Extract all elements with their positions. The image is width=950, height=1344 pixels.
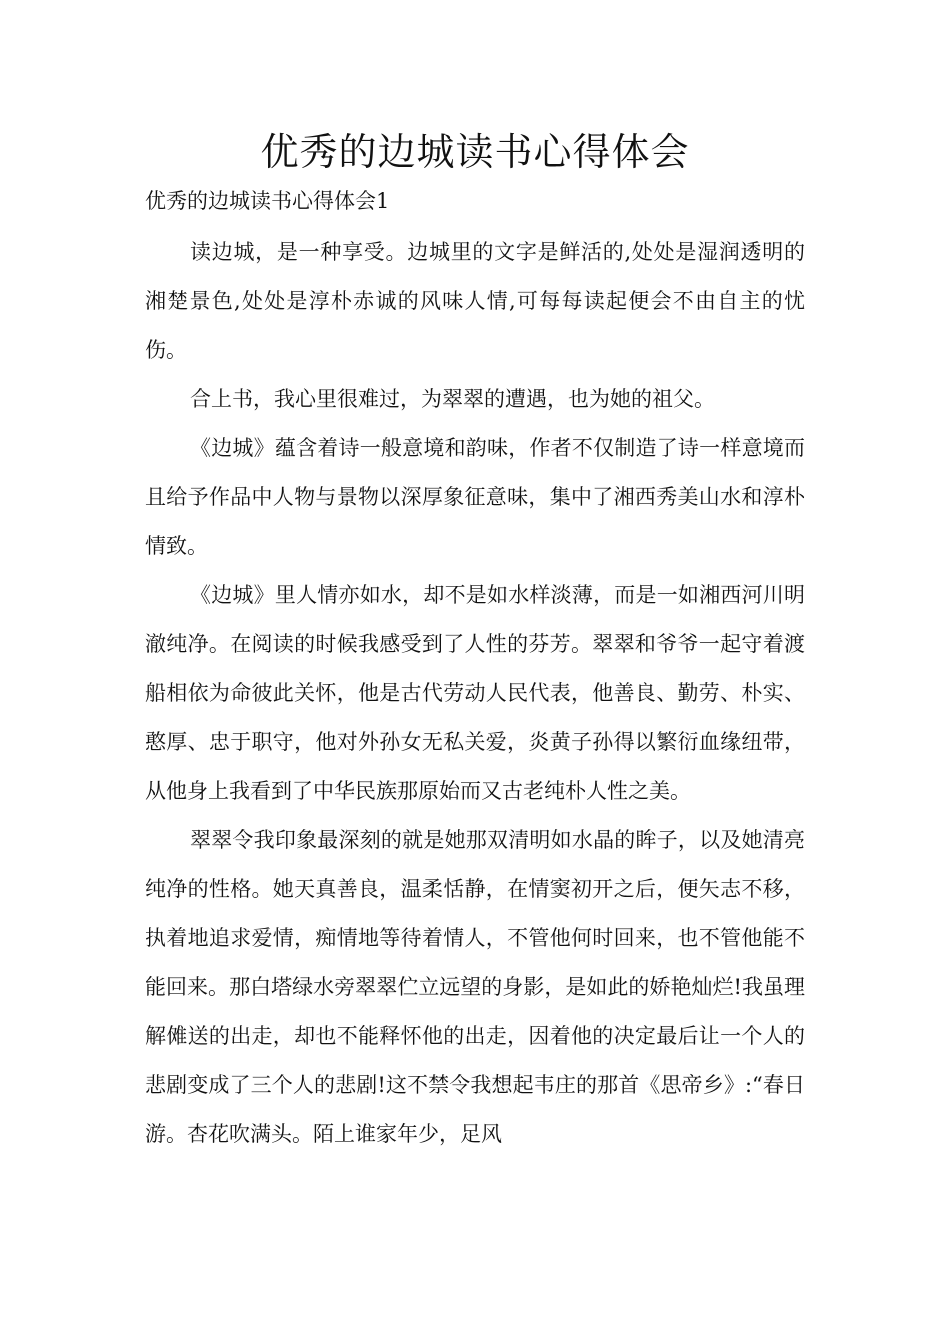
paragraph-3: 《边城》蕴含着诗一般意境和韵味，作者不仅制造了诗一样意境而且给予作品中人物与景物以深厚象征意味，集中了湘西秀美山水和淳朴情致。 [145, 436, 805, 558]
paragraph-5: 翠翠令我印象最深刻的就是她那双清明如水晶的眸子，以及她清亮纯净的性格。她天真善良，温柔恬静，在情窦初开之后，便矢志不移，执着地追求爱情，痴情地等待着情人，不管他何时回来，也不管他能不能回来。那白塔绿水旁翠翠伫立远望的身影，是如此的娇艳灿烂!我虽理解傩送的出走，却也不能释怀他的出走，因着他的决定最后让一个人的悲剧变成了三个人的悲剧!这不禁令我想起韦庄的那首《思帝乡》:“春日游。杏花吹满头。陌上谁家年少，足风 [145, 828, 805, 1146]
paragraph-4: 《边城》里人情亦如水，却不是如水样淡薄，而是一如湘西河川明澈纯净。在阅读的时候我感受到了人性的芬芳。翠翠和爷爷一起守着渡船相依为命彼此关怀，他是古代劳动人民代表，他善良、勤劳、朴实、憨厚、忠于职守，他对外孙女无私关爱，炎黄子孙得以繁衍血缘纽带，从他身上我看到了中华民族那原始而又古老纯朴人性之美。 [145, 583, 805, 803]
document-body [145, 228, 805, 1159]
paragraph-2: 合上书，我心里很难过，为翠翠的遭遇，也为她的祖父。 [190, 387, 715, 411]
paragraph-1: 读边城，是一种享受。边城里的文字是鲜活的,处处是湿润透明的湘楚景色,处处是淳朴赤诚的风味人情,可每每读起便会不由自主的忧伤。 [145, 240, 805, 362]
section-subtitle: 优秀的边城读书心得体会1 [145, 189, 390, 213]
document-title: 优秀的边城读书心得体会 [260, 130, 690, 174]
